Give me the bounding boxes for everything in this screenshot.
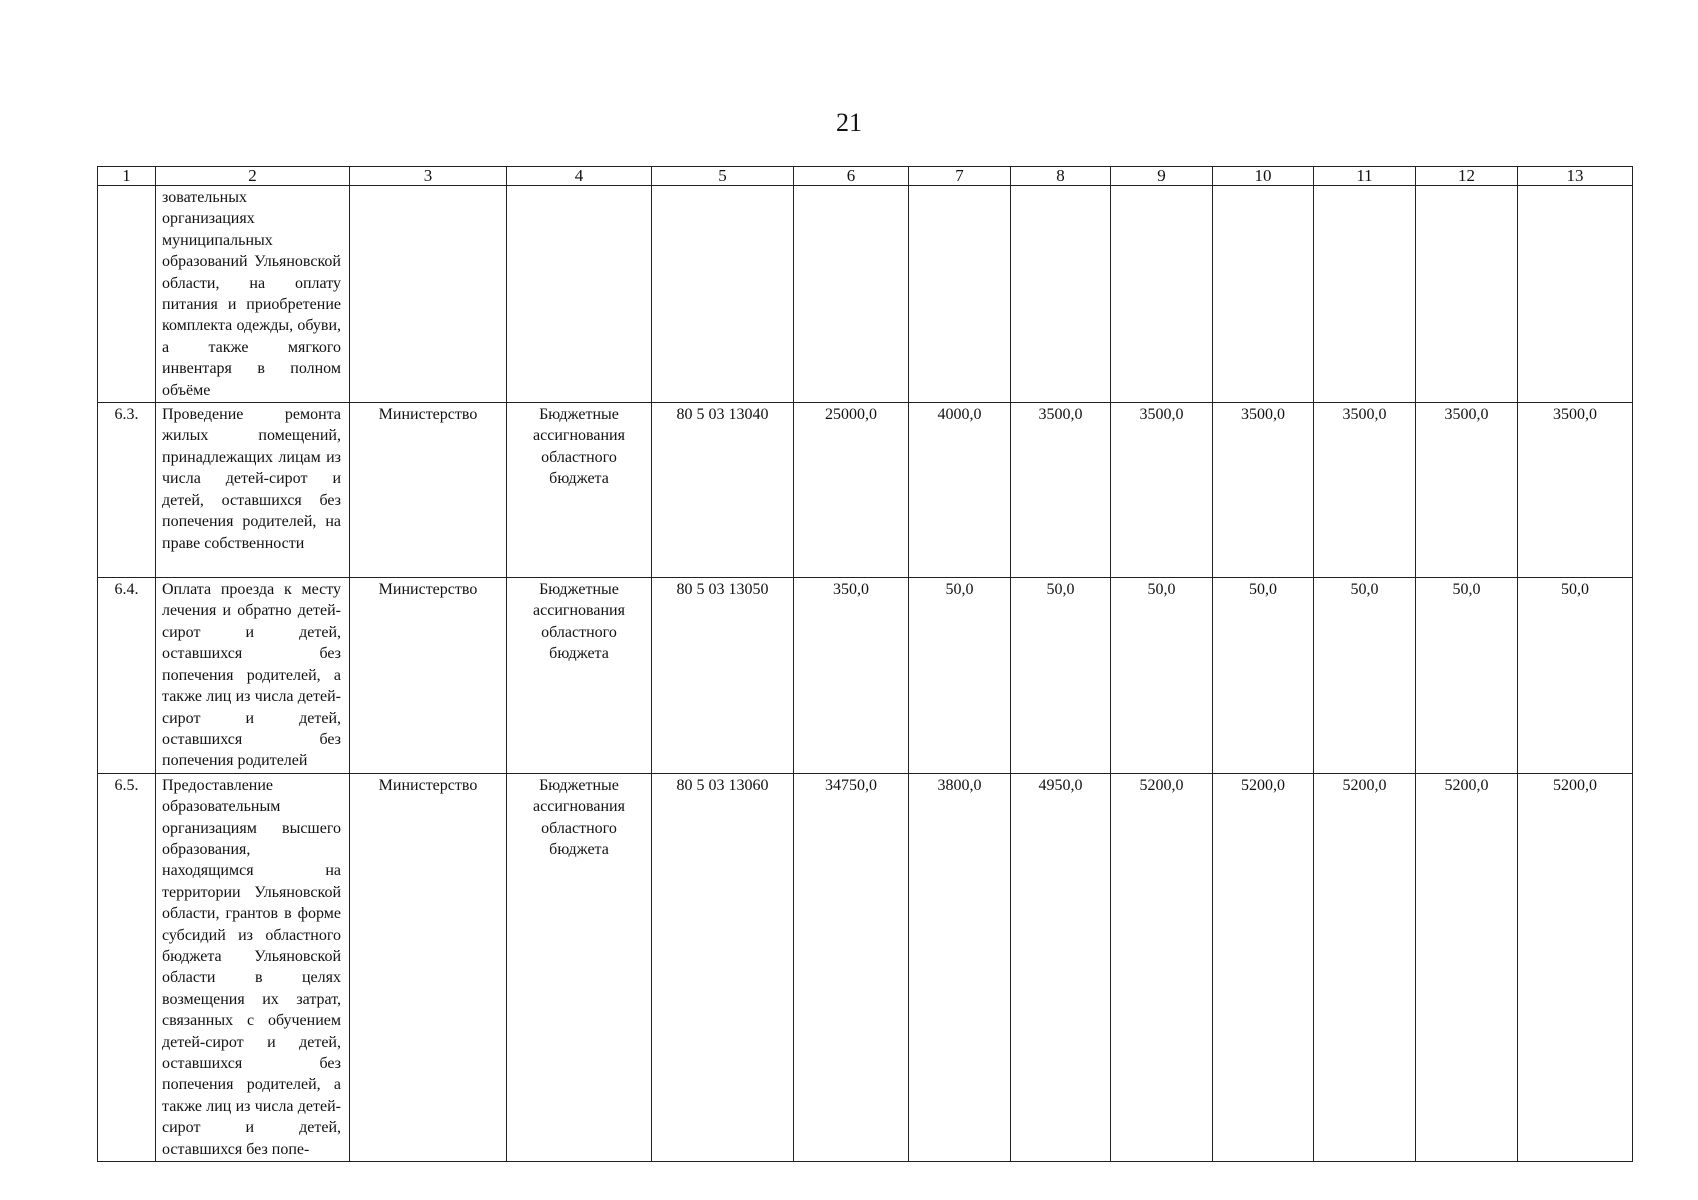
row-value: 3500,0 xyxy=(1518,403,1633,578)
column-number-header-row xyxy=(98,167,1633,186)
column-header: 5 xyxy=(652,167,794,186)
row-value: 5200,0 xyxy=(1518,773,1633,1161)
row-description: Проведение ремонта жилых помещений, принадлежащих лицам из числа детей-сирот и детей, оставшихся без попечения родителей, на праве собственности xyxy=(156,403,350,578)
row-description: Предоставление образовательным организациям высшего образования, находящимся на территории Ульяновской области, грантов в форме субсидий из областного бюджета Ульяновской области в целях возмещения их затрат, связанных с обучением детей-сирот и детей, оставшихся без попечения родителей, а также лиц из числа детей-сирот и детей, оставшихся без попе- xyxy=(156,773,350,1161)
row-value: 3500,0 xyxy=(1111,403,1213,578)
row-funding-source: Бюджетные ассигнования областного бюджета xyxy=(507,773,652,1161)
budget-table xyxy=(97,166,1633,1162)
row-executor: Министерство xyxy=(350,403,507,578)
row-value: 3500,0 xyxy=(1314,403,1416,578)
row-budget-code: 80 5 03 13050 xyxy=(652,578,794,774)
row-funding-source: Бюджетные ассигнования областного бюджета xyxy=(507,403,652,578)
column-header: 11 xyxy=(1314,167,1416,186)
row-value: 5200,0 xyxy=(1111,773,1213,1161)
row-value: 50,0 xyxy=(1416,578,1518,774)
table-row xyxy=(98,773,1633,1161)
row-value: 34750,0 xyxy=(794,773,909,1161)
column-header: 3 xyxy=(350,167,507,186)
row-number: 6.3. xyxy=(98,403,156,578)
row-value: 50,0 xyxy=(1011,578,1111,774)
row-value xyxy=(1011,186,1111,403)
column-header: 13 xyxy=(1518,167,1633,186)
row-value: 25000,0 xyxy=(794,403,909,578)
column-header: 10 xyxy=(1213,167,1314,186)
row-value xyxy=(1111,186,1213,403)
row-value: 50,0 xyxy=(1213,578,1314,774)
row-value: 3500,0 xyxy=(1416,403,1518,578)
row-value xyxy=(909,186,1011,403)
column-header: 2 xyxy=(156,167,350,186)
row-number xyxy=(98,186,156,403)
table-row xyxy=(98,403,1633,578)
row-value xyxy=(1416,186,1518,403)
column-header: 9 xyxy=(1111,167,1213,186)
column-header: 1 xyxy=(98,167,156,186)
column-header: 8 xyxy=(1011,167,1111,186)
row-budget-code xyxy=(652,186,794,403)
row-value: 4000,0 xyxy=(909,403,1011,578)
row-value: 50,0 xyxy=(1518,578,1633,774)
row-value: 5200,0 xyxy=(1213,773,1314,1161)
table-row xyxy=(98,186,1633,403)
column-header: 7 xyxy=(909,167,1011,186)
row-funding-source xyxy=(507,186,652,403)
row-budget-code: 80 5 03 13060 xyxy=(652,773,794,1161)
row-funding-source: Бюджетные ассигнования областного бюджета xyxy=(507,578,652,774)
row-value xyxy=(1213,186,1314,403)
row-value: 4950,0 xyxy=(1011,773,1111,1161)
page-number: 21 xyxy=(836,108,862,137)
row-number: 6.4. xyxy=(98,578,156,774)
row-executor: Министерство xyxy=(350,773,507,1161)
row-description: Оплата проезда к месту лечения и обратно детей-сирот и детей, оставшихся без попечения родителей, а также лиц из числа детей-сирот и детей, оставшихся без попечения родителей xyxy=(156,578,350,774)
table-row xyxy=(98,578,1633,774)
row-value xyxy=(1518,186,1633,403)
row-value: 5200,0 xyxy=(1314,773,1416,1161)
column-header: 6 xyxy=(794,167,909,186)
column-header: 4 xyxy=(507,167,652,186)
row-value: 350,0 xyxy=(794,578,909,774)
row-value: 5200,0 xyxy=(1416,773,1518,1161)
row-executor xyxy=(350,186,507,403)
row-value xyxy=(1314,186,1416,403)
row-number: 6.5. xyxy=(98,773,156,1161)
row-value: 3500,0 xyxy=(1011,403,1111,578)
row-value: 3800,0 xyxy=(909,773,1011,1161)
row-value: 3500,0 xyxy=(1213,403,1314,578)
row-value xyxy=(794,186,909,403)
row-value: 50,0 xyxy=(1314,578,1416,774)
row-budget-code: 80 5 03 13040 xyxy=(652,403,794,578)
row-executor: Министерство xyxy=(350,578,507,774)
row-value: 50,0 xyxy=(1111,578,1213,774)
column-header: 12 xyxy=(1416,167,1518,186)
row-value: 50,0 xyxy=(909,578,1011,774)
row-description: зовательных организациях муниципальных образований Ульяновской области, на оплату питания и приобретение комплекта одежды, обуви, а также мягкого инвентаря в полном объёме xyxy=(156,186,350,403)
